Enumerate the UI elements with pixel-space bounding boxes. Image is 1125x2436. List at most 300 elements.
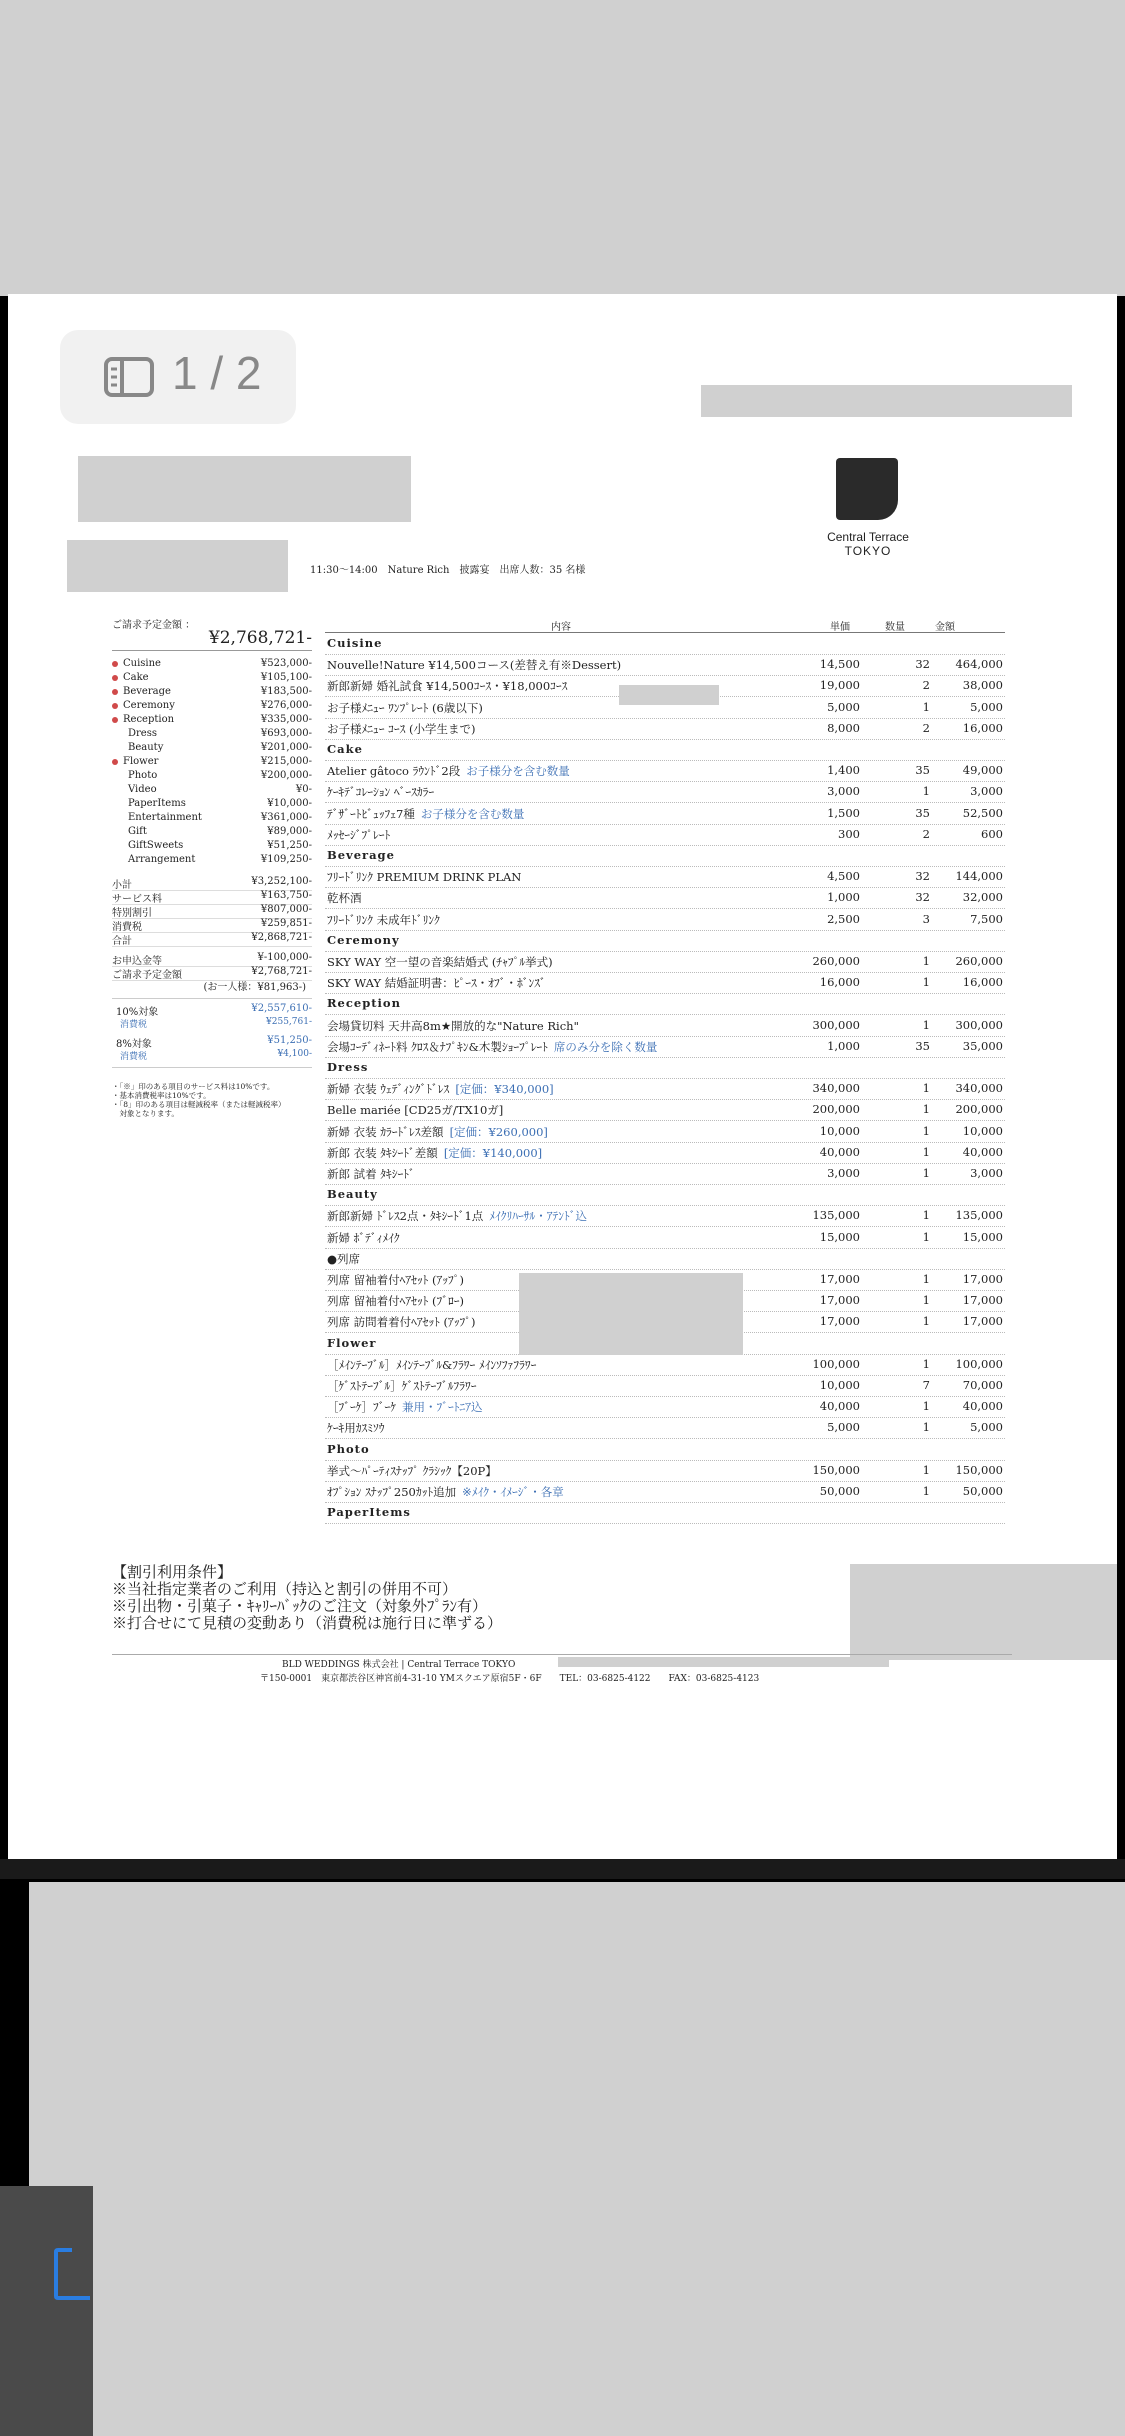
summary-item-label: PaperItems — [128, 798, 186, 809]
row-quantity: 1 — [922, 1102, 930, 1117]
section-title: Beverage — [327, 848, 395, 862]
row-note: 兼用・ﾌﾞｰﾄﾆｱ込 — [402, 1400, 483, 1415]
row-description: 列席 留袖着付ﾍｱｾｯﾄ (ｱｯﾌﾟ) — [327, 1273, 465, 1287]
row-unit-price: 19,000 — [819, 678, 860, 693]
summary-total-value: ¥2,768,721- — [251, 966, 312, 977]
summary-total: ¥2,768,721- — [208, 628, 312, 648]
row-unit-price: 1,400 — [827, 763, 860, 778]
row-quantity: 32 — [915, 869, 930, 884]
summary-item-label: Cake — [112, 672, 149, 683]
row-description: お子様ﾒﾆｭｰ ﾜﾝﾌﾟﾚｰﾄ (6歳以下) — [327, 700, 483, 715]
row-description: ｹｰｷﾃﾞｺﾚｰｼｮﾝ ﾍﾞｰｽｶﾗｰ — [327, 785, 435, 800]
row-description: ｵﾌﾟｼｮﾝ ｽﾅｯﾌﾟ250ｶｯﾄ追加 ※ﾒｲｸ・ｲﾒｰｼﾞ・各章 — [327, 1485, 564, 1499]
row-unit-price: 14,500 — [819, 657, 860, 672]
share-icon[interactable] — [54, 2244, 94, 2304]
summary-total-value: ¥2,868,721- — [251, 932, 312, 943]
summary-item-value: ¥109,250- — [260, 854, 312, 865]
row-description: 新婦 ﾎﾞﾃﾞｨﾒｲｸ — [327, 1230, 400, 1245]
row-amount: 340,000 — [955, 1081, 1003, 1096]
row-description: ﾒｯｾｰｼﾞﾌﾟﾚｰﾄ — [327, 827, 391, 842]
summary-underline — [112, 650, 312, 651]
table-row — [325, 1481, 1005, 1503]
section-header — [325, 1439, 1005, 1461]
summary-item-label: Flower — [112, 756, 158, 767]
redacted-date — [67, 540, 288, 592]
row-amount: 3,000 — [970, 1166, 1003, 1180]
summary-item-arrangement — [112, 854, 312, 868]
row-note: [定価：¥260,000] — [449, 1124, 548, 1139]
table-row — [325, 1205, 1005, 1227]
redacted-footer — [558, 1657, 889, 1667]
table-row — [325, 1142, 1005, 1164]
document-page — [8, 294, 1117, 1859]
row-amount: 52,500 — [962, 805, 1003, 820]
tax8-value: ¥51,250- — [267, 1035, 312, 1046]
table-row — [325, 909, 1005, 931]
table-row — [325, 951, 1005, 973]
summary-item-value: ¥200,000- — [260, 770, 312, 781]
tax8-label: 8%対象 — [116, 1039, 152, 1050]
summary-item-label: GiftSweets — [128, 840, 184, 851]
page-count-label: 1 / 2 — [172, 347, 262, 399]
summary-total-label: 小計 — [112, 880, 132, 891]
table-row — [325, 1417, 1005, 1439]
row-unit-price: 3,000 — [827, 1166, 860, 1180]
event-info: 11:30〜14:00 Nature Rich 披露宴 出席人数：35 名様 — [310, 565, 586, 576]
row-quantity: 1 — [922, 784, 930, 799]
row-unit-price: 3,000 — [827, 784, 860, 799]
summary-item-value: ¥201,000- — [260, 742, 312, 753]
row-amount: 35,000 — [962, 1038, 1003, 1053]
table-row — [325, 1248, 1005, 1270]
row-amount: 600 — [981, 826, 1003, 841]
page-separator — [0, 1859, 1125, 1879]
row-amount: 16,000 — [962, 720, 1003, 735]
row-quantity: 1 — [922, 1462, 930, 1477]
summary-title: ご請求予定金額 ： — [112, 620, 196, 631]
summary-panel — [112, 616, 312, 1136]
row-amount: 200,000 — [955, 1102, 1003, 1117]
row-description: Nouvelle!Nature ¥14,500コース(差替え有※Dessert) — [327, 658, 622, 673]
summary-note: ・「※」印のある項目のサービス料は10%です。 — [112, 1082, 275, 1091]
table-row — [325, 1015, 1005, 1037]
redacted-header-area — [0, 0, 1100, 296]
summary-item-dress — [112, 728, 312, 742]
row-note: 席のみ分を除く数量 — [553, 1039, 658, 1054]
row-quantity: 32 — [915, 890, 930, 905]
section-header — [325, 930, 1005, 952]
row-unit-price: 17,000 — [819, 1293, 860, 1308]
summary-note: ・基本消費税率は10%です。 — [112, 1091, 211, 1100]
redacted-customer-name — [78, 456, 411, 522]
table-row — [325, 866, 1005, 888]
section-title: Dress — [327, 1060, 369, 1074]
summary-item-flower — [112, 756, 312, 770]
summary-item-value: ¥10,000- — [267, 798, 312, 809]
row-quantity: 35 — [915, 1038, 930, 1053]
section-title: PaperItems — [327, 1505, 411, 1520]
tax10-value: ¥2,557,610- — [251, 1003, 312, 1014]
service-fee-marker-icon — [112, 703, 118, 709]
header-unit: 単価 — [830, 622, 850, 633]
row-unit-price: 340,000 — [812, 1081, 860, 1096]
row-quantity: 1 — [922, 1420, 930, 1435]
row-amount: 17,000 — [962, 1314, 1003, 1329]
row-unit-price: 200,000 — [812, 1102, 860, 1117]
venue-name-line1: Central Terrace — [827, 530, 909, 544]
row-quantity: 3 — [922, 911, 930, 926]
section-title: Photo — [327, 1441, 370, 1456]
row-description: ﾃﾞｻﾞｰﾄﾋﾞｭｯﾌｪ7種 お子様分を含む数量 — [327, 806, 525, 821]
summary-item-value: ¥51,250- — [267, 840, 312, 851]
table-row — [325, 1078, 1005, 1100]
summary-item-paperitems — [112, 798, 312, 812]
row-quantity: 1 — [922, 1229, 930, 1244]
redacted-attendee-names — [519, 1273, 743, 1355]
tax10-sub-value: ¥255,761- — [266, 1017, 312, 1027]
row-unit-price: 17,000 — [819, 1314, 860, 1329]
summary-total-value: ¥807,000- — [260, 904, 312, 915]
row-unit-price: 10,000 — [819, 1123, 860, 1138]
summary-item-beauty — [112, 742, 312, 756]
row-amount: 3,000 — [970, 784, 1003, 799]
venue-name — [788, 530, 948, 558]
redacted-top-right-strip — [1100, 0, 1125, 296]
row-quantity: 1 — [922, 1272, 930, 1286]
tax8-sub-value: ¥4,100- — [277, 1049, 312, 1059]
row-quantity: 1 — [922, 975, 930, 990]
table-row — [325, 718, 1005, 740]
summary-item-label: Arrangement — [128, 854, 196, 865]
summary-item-cuisine — [112, 658, 312, 672]
row-quantity: 1 — [922, 1123, 930, 1138]
row-note: ﾒｲｸﾘﾊｰｻﾙ・ｱﾃﾝﾄﾞ込 — [489, 1209, 588, 1224]
table-row — [325, 654, 1005, 676]
table-row — [325, 1036, 1005, 1058]
conditions-line-3: ※打合せにて見積の変動あり（消費税は施行日に準ずる） — [112, 1614, 503, 1632]
row-quantity: 1 — [922, 699, 930, 714]
row-description: 新郎 試着 ﾀｷｼｰﾄﾞ — [327, 1167, 415, 1181]
summary-note: 対象となります。 — [112, 1109, 179, 1118]
row-quantity: 1 — [922, 1314, 930, 1329]
summary-total-value: ¥-100,000- — [257, 952, 312, 963]
row-note: [定価：¥140,000] — [443, 1145, 543, 1160]
summary-item-label: Reception — [112, 714, 174, 725]
table-row — [325, 824, 1005, 846]
row-note: お子様分を含む数量 — [420, 806, 525, 821]
row-description: 新婦 衣装 ｶﾗｰﾄﾞﾚｽ差額 [定価：¥260,000] — [327, 1124, 548, 1139]
table-row — [325, 1099, 1005, 1121]
row-quantity: 2 — [922, 826, 930, 841]
row-amount: 5,000 — [970, 1420, 1003, 1435]
row-description: ｹｰｷ用ｶｽﾐｿｳ — [327, 1421, 385, 1436]
summary-item-photo — [112, 770, 312, 784]
tax-breakdown — [112, 998, 312, 1068]
table-row — [325, 803, 1005, 825]
row-unit-price: 10,000 — [819, 1378, 860, 1392]
row-description: ［ﾌﾞｰｹ］ﾌﾞｰｹ 兼用・ﾌﾞｰﾄﾆｱ込 — [327, 1400, 483, 1415]
summary-total-row — [112, 890, 312, 905]
tax10-label: 10%対象 — [116, 1007, 159, 1018]
summary-item-value: ¥215,000- — [260, 756, 312, 767]
row-description: お子様ﾒﾆｭｰ ｺｰｽ (小学生まで) — [327, 721, 476, 736]
summary-item-entertainment — [112, 812, 312, 826]
row-description: 新郎新婦 ﾄﾞﾚｽ2点・ﾀｷｼｰﾄﾞ1点 ﾒｲｸﾘﾊｰｻﾙ・ｱﾃﾝﾄﾞ込 — [327, 1209, 588, 1224]
service-fee-marker-icon — [112, 717, 118, 723]
venue-name-line2: TOKYO — [844, 544, 892, 558]
row-unit-price: 1,000 — [827, 890, 860, 905]
bottom-redacted — [93, 2186, 1125, 2436]
row-quantity: 1 — [922, 1399, 930, 1414]
row-amount: 5,000 — [970, 699, 1003, 714]
row-description: ﾌﾘｰﾄﾞﾘﾝｸ PREMIUM DRINK PLAN — [327, 870, 522, 885]
section-title: Cuisine — [327, 636, 383, 650]
summary-item-label: Cuisine — [112, 658, 161, 669]
row-description: 新郎新婦 婚礼試食 ¥14,500ｺｰｽ・¥18,000ｺｰｽ — [327, 679, 568, 694]
row-amount: 260,000 — [955, 954, 1003, 968]
row-quantity: 1 — [922, 1166, 930, 1180]
row-amount: 135,000 — [955, 1208, 1003, 1223]
row-unit-price: 300,000 — [812, 1017, 860, 1032]
bottom-left-panel — [0, 2186, 93, 2436]
tax8-sub-label: 消費税 — [120, 1052, 148, 1062]
row-quantity: 1 — [922, 1208, 930, 1223]
summary-item-value: ¥361,000- — [260, 812, 312, 823]
row-unit-price: 260,000 — [812, 954, 860, 968]
summary-item-value: ¥183,500- — [260, 686, 312, 697]
row-description: Atelier gâtoco ﾗｳﾝﾄﾞ2段 お子様分を含む数量 — [327, 764, 570, 779]
row-quantity: 32 — [915, 657, 930, 672]
section-title: Cake — [327, 742, 363, 756]
footer-rule — [112, 1654, 1012, 1655]
summary-total-row — [112, 904, 312, 919]
summary-item-label: Ceremony — [112, 700, 175, 711]
sidebar-toggle-icon[interactable] — [104, 357, 154, 397]
conditions-line-2: ※引出物・引菓子・ｷｬﾘｰﾊﾞｯｸのご注文（対象外ﾌﾟﾗﾝ有） — [112, 1597, 488, 1615]
table-row — [325, 1227, 1005, 1249]
section-header — [325, 739, 1005, 761]
row-description: SKY WAY 空一望の音楽結婚式 (ﾁｬﾌﾟﾙ挙式) — [327, 955, 553, 969]
service-fee-marker-icon — [112, 661, 118, 667]
row-quantity: 2 — [922, 678, 930, 693]
row-quantity: 1 — [922, 1293, 930, 1308]
summary-total-value: ¥259,851- — [260, 918, 312, 929]
discount-conditions — [112, 1564, 502, 1632]
row-description: ［ｹﾞｽﾄﾃｰﾌﾞﾙ］ｹﾞｽﾄﾃｰﾌﾞﾙﾌﾗﾜｰ — [327, 1379, 477, 1393]
service-fee-marker-icon — [112, 759, 118, 765]
section-header — [325, 993, 1005, 1015]
row-unit-price: 15,000 — [819, 1229, 860, 1244]
summary-note: ・「8」印のある項目は軽減税率（または軽減税率） — [112, 1100, 286, 1109]
summary-item-video — [112, 784, 312, 798]
section-title: Ceremony — [327, 932, 400, 947]
service-fee-marker-icon — [112, 689, 118, 695]
row-note: ※ﾒｲｸ・ｲﾒｰｼﾞ・各章 — [462, 1485, 564, 1499]
row-quantity: 1 — [922, 1017, 930, 1032]
summary-item-value: ¥276,000- — [260, 700, 312, 711]
row-unit-price: 5,000 — [827, 699, 860, 714]
venue-logo — [836, 458, 898, 520]
table-row — [325, 1396, 1005, 1418]
section-header — [325, 1502, 1005, 1524]
row-description: 新婦 衣装 ｳｪﾃﾞｨﾝｸﾞﾄﾞﾚｽ [定価：¥340,000] — [327, 1082, 554, 1097]
row-amount: 300,000 — [955, 1017, 1003, 1032]
header-amount: 金額 — [935, 622, 955, 633]
section-header — [325, 845, 1005, 867]
row-note: [定価：¥340,000] — [455, 1082, 554, 1097]
summary-total-label: ご請求予定金額 — [112, 970, 182, 981]
section-title: Flower — [327, 1335, 377, 1350]
row-quantity: 1 — [922, 954, 930, 968]
table-row — [325, 1354, 1005, 1376]
page-indicator[interactable] — [60, 330, 296, 424]
row-quantity: 1 — [922, 1484, 930, 1498]
row-amount: 10,000 — [962, 1123, 1003, 1138]
redacted-cell — [619, 685, 719, 705]
row-description: ●列席 — [327, 1251, 361, 1266]
row-description: 会場ｺｰﾃﾞｨﾈｰﾄ料 ｸﾛｽ＆ﾅﾌﾟｷﾝ&木製ｼｮｰﾌﾟﾚｰﾄ 席のみ分を除く数量 — [327, 1039, 658, 1054]
row-description: ［ﾒｲﾝﾃｰﾌﾞﾙ］ﾒｲﾝﾃｰﾌﾞﾙ&ﾌﾗﾜｰ ﾒｲﾝｿﾌｧﾌﾗﾜｰ — [327, 1357, 537, 1372]
summary-total-row — [112, 876, 312, 891]
tax10-sub-label: 消費税 — [120, 1020, 148, 1030]
row-description: 挙式〜ﾊﾟｰﾃｨｽﾅｯﾌﾟ ｸﾗｼｯｸ【20P】 — [327, 1463, 497, 1478]
summary-item-value: ¥105,100- — [260, 672, 312, 683]
row-unit-price: 1,500 — [827, 805, 860, 820]
summary-item-value: ¥335,000- — [260, 714, 312, 725]
row-quantity: 7 — [922, 1378, 930, 1392]
row-unit-price: 135,000 — [812, 1208, 860, 1223]
row-amount: 50,000 — [962, 1484, 1003, 1498]
summary-total-row — [112, 932, 312, 947]
row-unit-price: 150,000 — [812, 1462, 860, 1477]
summary-item-label: Beauty — [128, 742, 164, 753]
summary-item-label: Photo — [128, 770, 158, 781]
footer-address: 〒150-0001 東京都渋谷区神宮前4-31-10 YMスクエア原宿5F・6F TEL：03-6825-4122 FAX：03-6825-4123 — [260, 1674, 760, 1684]
row-unit-price: 100,000 — [812, 1356, 860, 1371]
row-description: 列席 留袖着付ﾍｱｾｯﾄ (ﾌﾞﾛｰ) — [327, 1294, 465, 1309]
footer-company: BLD WEDDINGS 株式会社 | Central Terrace TOKYO — [282, 1660, 516, 1670]
table-row — [325, 1163, 1005, 1185]
row-unit-price: 50,000 — [819, 1484, 860, 1498]
row-description: 会場貸切料 天井高8m★開放的な"Nature Rich" — [327, 1018, 579, 1033]
row-amount: 16,000 — [962, 975, 1003, 990]
summary-total-row — [112, 918, 312, 933]
summary-item-gift — [112, 826, 312, 840]
row-description: ﾌﾘｰﾄﾞﾘﾝｸ 未成年ﾄﾞﾘﾝｸ — [327, 912, 440, 927]
row-unit-price: 2,500 — [827, 911, 860, 926]
summary-item-value: ¥693,000- — [260, 728, 312, 739]
row-description: 乾杯酒 — [327, 891, 362, 906]
summary-item-label: Video — [128, 784, 157, 795]
row-quantity: 2 — [922, 720, 930, 735]
row-unit-price: 40,000 — [819, 1144, 860, 1159]
section-header — [325, 1184, 1005, 1206]
summary-item-value: ¥89,000- — [267, 826, 312, 837]
row-amount: 144,000 — [955, 869, 1003, 884]
table-row — [325, 887, 1005, 909]
section-title: Reception — [327, 996, 401, 1011]
section-header — [325, 1057, 1005, 1079]
summary-notes — [112, 1082, 312, 1118]
per-person: (お一人様：¥81,963-) — [203, 982, 306, 993]
summary-total-label: サービス料 — [112, 894, 162, 905]
summary-item-value: ¥0- — [295, 784, 312, 795]
row-unit-price: 17,000 — [819, 1272, 860, 1286]
row-quantity: 35 — [915, 805, 930, 820]
row-amount: 17,000 — [962, 1272, 1003, 1286]
row-unit-price: 300 — [838, 826, 860, 841]
row-amount: 70,000 — [962, 1378, 1003, 1392]
section-title: Beauty — [327, 1187, 378, 1202]
summary-item-label: Beverage — [112, 686, 171, 697]
summary-item-ceremony — [112, 700, 312, 714]
row-amount: 38,000 — [962, 678, 1003, 693]
header-content: 内容 — [551, 622, 571, 633]
table-row — [325, 1460, 1005, 1482]
service-fee-marker-icon — [112, 675, 118, 681]
summary-item-beverage — [112, 686, 312, 700]
row-amount: 17,000 — [962, 1293, 1003, 1308]
conditions-title: 【割引利用条件】 — [112, 1563, 233, 1581]
conditions-line-1: ※当社指定業者のご利用（持込と割引の併用不可） — [112, 1580, 458, 1598]
section-header — [325, 633, 1005, 655]
row-quantity: 1 — [922, 1081, 930, 1096]
row-quantity: 1 — [922, 1356, 930, 1371]
summary-total-label: 合計 — [112, 936, 132, 947]
table-row — [325, 972, 1005, 994]
summary-item-cake — [112, 672, 312, 686]
table-row — [325, 1375, 1005, 1397]
row-amount: 32,000 — [962, 890, 1003, 905]
summary-total-row — [112, 952, 312, 967]
row-note: お子様分を含む数量 — [466, 764, 570, 779]
row-unit-price: 8,000 — [827, 720, 860, 735]
redacted-field — [701, 385, 1072, 417]
summary-item-label: Dress — [128, 728, 157, 739]
summary-item-label: Gift — [128, 826, 147, 837]
header-qty: 数量 — [885, 622, 905, 633]
row-amount: 150,000 — [955, 1462, 1003, 1477]
row-unit-price: 5,000 — [827, 1420, 860, 1435]
table-row — [325, 760, 1005, 782]
row-quantity: 1 — [922, 1144, 930, 1159]
summary-total-label: お申込金等 — [112, 956, 162, 967]
row-unit-price: 1,000 — [827, 1038, 860, 1053]
row-unit-price: 4,500 — [827, 869, 860, 884]
summary-total-value: ¥163,750- — [260, 890, 312, 901]
row-description: 新郎 衣装 ﾀｷｼｰﾄﾞ差額 [定価：¥140,000] — [327, 1145, 543, 1160]
row-description: SKY WAY 結婚証明書：ﾋﾟｰｽ・ｵﾌﾞ・ﾎﾞﾝｽﾞ — [327, 976, 546, 991]
row-amount: 49,000 — [962, 763, 1003, 778]
summary-total-value: ¥3,252,100- — [251, 876, 312, 887]
row-amount: 15,000 — [962, 1229, 1003, 1244]
table-header — [325, 616, 1005, 633]
row-description: Belle mariée [CD25ガ/TX10ガ] — [327, 1103, 504, 1118]
row-unit-price: 16,000 — [819, 975, 860, 990]
row-amount: 40,000 — [962, 1399, 1003, 1414]
row-amount: 7,500 — [970, 911, 1003, 926]
row-amount: 40,000 — [962, 1144, 1003, 1159]
table-row — [325, 1121, 1005, 1143]
row-description: 列席 訪問着着付ﾍｱｾｯﾄ (ｱｯﾌﾟ) — [327, 1315, 476, 1330]
row-unit-price: 40,000 — [819, 1399, 860, 1414]
row-amount: 464,000 — [955, 657, 1003, 672]
summary-item-giftsweets — [112, 840, 312, 854]
table-row — [325, 781, 1005, 803]
redacted-stamp — [850, 1564, 1117, 1660]
summary-item-label: Entertainment — [128, 812, 202, 823]
summary-item-reception — [112, 714, 312, 728]
